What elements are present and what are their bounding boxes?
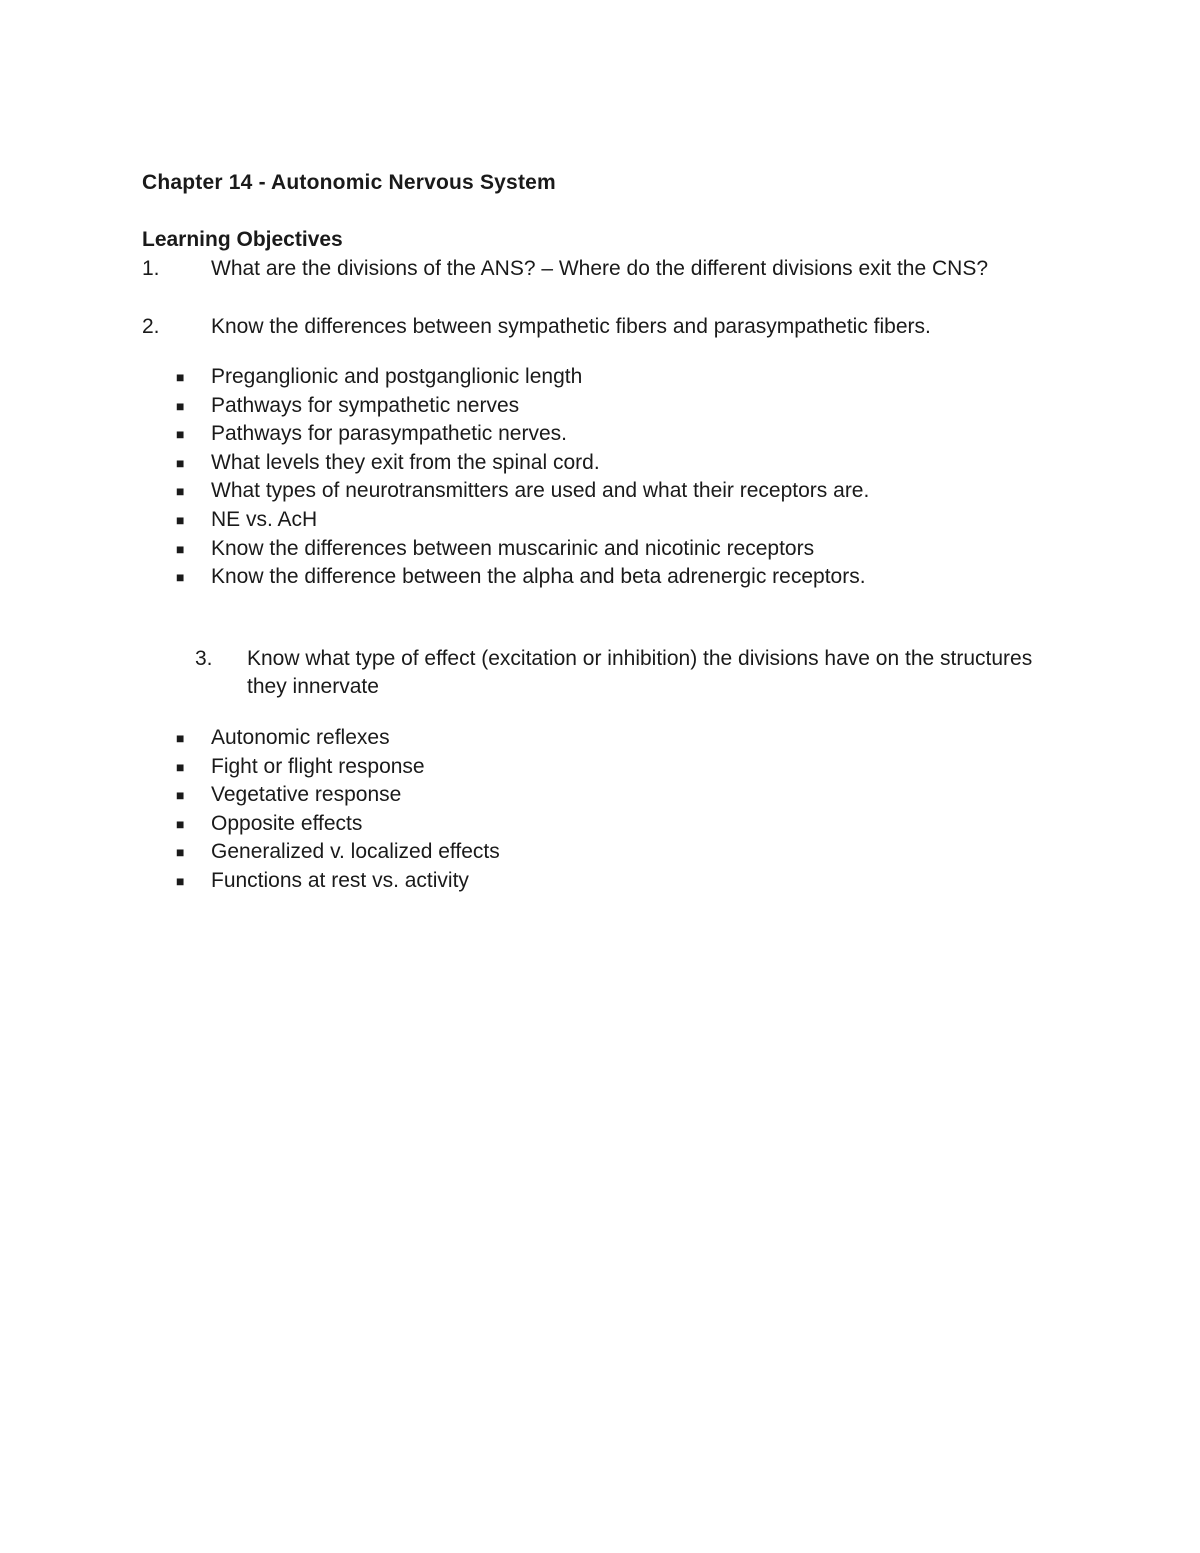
bullet-square-icon: ■ bbox=[176, 511, 185, 528]
bullet-square-icon: ■ bbox=[176, 369, 185, 385]
bullet-square-icon: ■ bbox=[176, 787, 185, 804]
bullet-square-icon: ■ bbox=[176, 483, 185, 500]
objective-3-number: 3. bbox=[195, 647, 213, 670]
bullet-square-icon: ■ bbox=[176, 758, 185, 775]
document-page: Chapter 14 - Autonomic Nervous System Learning Objectives 1. What are the divisions of the ANS? – Where do the different divisions exit the CNS? 2. Know the differences between sympathetic fibers and parasympathetic fibers. ■ Preganglionic and postganglionic length ■ Pathways for sympathetic nerves ■ Pathways for parasympathetic nerves. ■ What levels they exit from the spinal cord. ■ What types of neurotransmitters are used and what their receptors are. ■ NE vs. AcH ■ Know the differences between muscarinic and nicotinic receptors ■ Know the difference between the alpha and beta adrenergic receptors. 3. Know what type of effect (excitation or inhibition) the divisions have on the structures they innervate ■ Autonomic reflexes ■ Fight or flight response ■ Vegetative response ■ Opposite effects ■ Generalized v. localized effects ■ Functions at rest vs. activity bbox=[0, 0, 1200, 1553]
objective-3-text-line-2: they innervate bbox=[247, 675, 379, 698]
objective-3-text-line-1: Know what type of effect (excitation or inhibition) the divisions have on the structures bbox=[247, 647, 1033, 670]
bullet-square-icon: ■ bbox=[176, 426, 185, 443]
bullet-square-icon: ■ bbox=[176, 540, 185, 557]
chapter-title: Chapter 14 - Autonomic Nervous System bbox=[142, 171, 556, 194]
learning-objectives-heading: Learning Objectives bbox=[142, 228, 343, 251]
objective-1-number: 1. bbox=[142, 257, 160, 280]
objective-2-text: Know the differences between sympathetic fibers and parasympathetic fibers. bbox=[211, 315, 931, 338]
objective-1-text: What are the divisions of the ANS? – Where do the different divisions exit the CNS? bbox=[211, 257, 989, 280]
bullet-square-icon: ■ bbox=[176, 569, 185, 586]
bullet-square-icon: ■ bbox=[176, 844, 185, 861]
bullet-square-icon: ■ bbox=[176, 872, 185, 889]
bullet-square-icon: ■ bbox=[176, 397, 185, 414]
bullet-square-icon: ■ bbox=[176, 815, 185, 832]
objective-2-number: 2. bbox=[142, 315, 160, 338]
bullet-square-icon: ■ bbox=[176, 454, 185, 471]
bullet-square-icon: ■ bbox=[176, 730, 185, 746]
